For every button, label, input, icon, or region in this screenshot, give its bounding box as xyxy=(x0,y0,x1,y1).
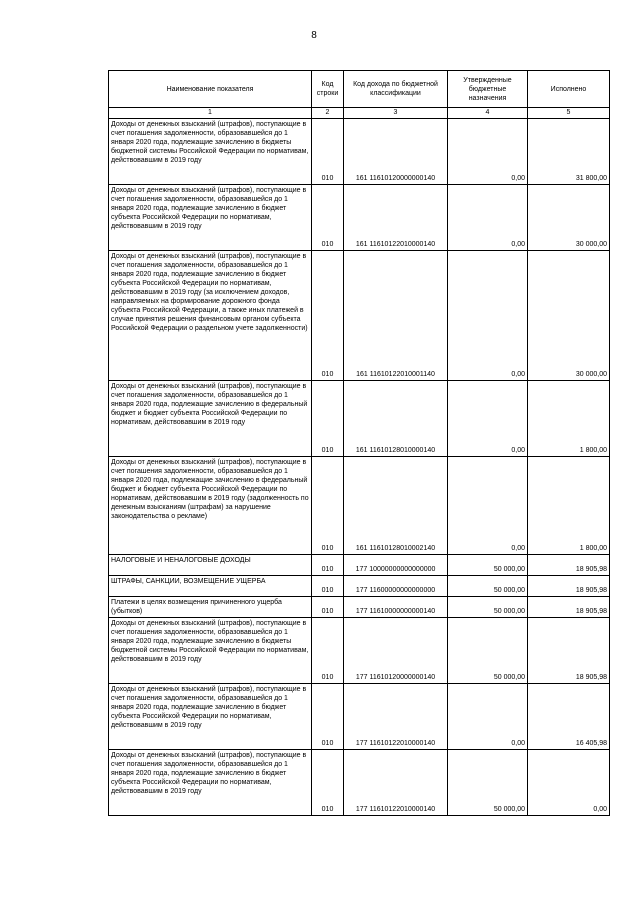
executed-value: 30 000,00 xyxy=(528,251,610,381)
table-row xyxy=(109,597,610,618)
executed-value: 16 405,98 xyxy=(528,684,610,750)
line-code: 010 xyxy=(312,576,344,597)
income-code: 177 10000000000000000 xyxy=(344,555,448,576)
income-code: 177 11600000000000000 xyxy=(344,576,448,597)
income-code: 177 11610122010000140 xyxy=(344,750,448,816)
table-row xyxy=(109,618,610,684)
header-approved: Утвержденные бюджетные назначения xyxy=(448,71,528,108)
column-number: 3 xyxy=(344,108,448,119)
line-code: 010 xyxy=(312,381,344,457)
approved-value: 50 000,00 xyxy=(448,576,528,597)
line-code: 010 xyxy=(312,251,344,381)
approved-value: 0,00 xyxy=(448,381,528,457)
approved-value: 0,00 xyxy=(448,185,528,251)
table-row xyxy=(109,185,610,251)
approved-value: 50 000,00 xyxy=(448,618,528,684)
indicator-name: Доходы от денежных взысканий (штрафов), поступающие в счет погашения задолженности, образовавшейся до 1 января 2020 года, подлежащие зачислению в федеральный бюджет и бюджет субъекта Российской Федерации по нормативам, действовавшим в 2019 году (задолженность по денежным взысканиям (штрафам) за нарушение законодательства о рекламе) xyxy=(109,457,312,555)
approved-value: 0,00 xyxy=(448,684,528,750)
column-number: 1 xyxy=(109,108,312,119)
column-number: 5 xyxy=(528,108,610,119)
indicator-name: Доходы от денежных взысканий (штрафов), поступающие в счет погашения задолженности, образовавшейся до 1 января 2020 года, подлежащие зачислению в бюджеты бюджетной системы Российской Федерации по нормативам, действовавшим в 2019 году xyxy=(109,119,312,185)
column-number: 2 xyxy=(312,108,344,119)
approved-value: 50 000,00 xyxy=(448,555,528,576)
header-executed: Исполнено xyxy=(528,71,610,108)
approved-value: 50 000,00 xyxy=(448,597,528,618)
executed-value: 18 905,98 xyxy=(528,597,610,618)
table-row xyxy=(109,251,610,381)
line-code: 010 xyxy=(312,185,344,251)
column-number-row xyxy=(109,108,610,119)
table-row xyxy=(109,750,610,816)
approved-value: 0,00 xyxy=(448,251,528,381)
income-code: 177 11610000000000140 xyxy=(344,597,448,618)
income-code: 177 11610120000000140 xyxy=(344,618,448,684)
line-code: 010 xyxy=(312,555,344,576)
indicator-name: Доходы от денежных взысканий (штрафов), поступающие в счет погашения задолженности, образовавшейся до 1 января 2020 года, подлежащие зачислению в бюджеты бюджетной системы Российской Федерации по нормативам, действовавшим в 2019 году xyxy=(109,618,312,684)
table-row xyxy=(109,457,610,555)
income-code: 177 11610122010000140 xyxy=(344,684,448,750)
header-indicator-name: Наименование показателя xyxy=(109,71,312,108)
executed-value: 18 905,98 xyxy=(528,618,610,684)
page-number: 8 xyxy=(311,30,317,41)
executed-value: 18 905,98 xyxy=(528,555,610,576)
executed-value: 1 800,00 xyxy=(528,381,610,457)
income-code: 161 11610122010000140 xyxy=(344,185,448,251)
line-code: 010 xyxy=(312,597,344,618)
income-code: 161 11610128010002140 xyxy=(344,457,448,555)
indicator-name: Доходы от денежных взысканий (штрафов), поступающие в счет погашения задолженности, образовавшейся до 1 января 2020 года, подлежащие зачислению в бюджет субъекта Российской Федерации по нормативам, действовавшим в 2019 году (за исключением доходов, направляемых на формирование дорожного фонда субъекта Российской Федерации, а также иных платежей в случае принятия решения финансовым органом субъекта Российской Федерации о раздельном учете задолженности) xyxy=(109,251,312,381)
executed-value: 18 905,98 xyxy=(528,576,610,597)
income-code: 161 11610122010001140 xyxy=(344,251,448,381)
table-row xyxy=(109,119,610,185)
executed-value: 0,00 xyxy=(528,750,610,816)
indicator-name: Доходы от денежных взысканий (штрафов), поступающие в счет погашения задолженности, образовавшейся до 1 января 2020 года, подлежащие зачислению в федеральный бюджет и бюджет субъекта Российской Федерации по нормативам, действовавшим в 2019 году xyxy=(109,381,312,457)
income-code: 161 11610128010000140 xyxy=(344,381,448,457)
header-row xyxy=(109,71,610,108)
line-code: 010 xyxy=(312,684,344,750)
line-code: 010 xyxy=(312,618,344,684)
line-code: 010 xyxy=(312,119,344,185)
executed-value: 1 800,00 xyxy=(528,457,610,555)
table-row xyxy=(109,576,610,597)
table-row xyxy=(109,555,610,576)
header-line-code: Код строки xyxy=(312,71,344,108)
income-code: 161 11610120000000140 xyxy=(344,119,448,185)
approved-value: 0,00 xyxy=(448,457,528,555)
line-code: 010 xyxy=(312,750,344,816)
indicator-name: Доходы от денежных взысканий (штрафов), поступающие в счет погашения задолженности, образовавшейся до 1 января 2020 года, подлежащие зачислению в бюджет субъекта Российской Федерации по нормативам, действовавшим в 2019 году xyxy=(109,185,312,251)
line-code: 010 xyxy=(312,457,344,555)
indicator-name: Платежи в целях возмещения причиненного ущерба (убытков) xyxy=(109,597,312,618)
indicator-name: НАЛОГОВЫЕ И НЕНАЛОГОВЫЕ ДОХОДЫ xyxy=(109,555,312,576)
indicator-name: Доходы от денежных взысканий (штрафов), поступающие в счет погашения задолженности, образовавшейся до 1 января 2020 года, подлежащие зачислению в бюджет субъекта Российской Федерации по нормативам, действовавшим в 2019 году xyxy=(109,750,312,816)
executed-value: 30 000,00 xyxy=(528,185,610,251)
column-number: 4 xyxy=(448,108,528,119)
executed-value: 31 800,00 xyxy=(528,119,610,185)
indicator-name: Доходы от денежных взысканий (штрафов), поступающие в счет погашения задолженности, образовавшейся до 1 января 2020 года, подлежащие зачислению в бюджет субъекта Российской Федерации по нормативам, действовавшим в 2019 году xyxy=(109,684,312,750)
table-row xyxy=(109,684,610,750)
table-row xyxy=(109,381,610,457)
indicator-name: ШТРАФЫ, САНКЦИИ, ВОЗМЕЩЕНИЕ УЩЕРБА xyxy=(109,576,312,597)
approved-value: 0,00 xyxy=(448,119,528,185)
header-income-code: Код дохода по бюджетной классификации xyxy=(344,71,448,108)
approved-value: 50 000,00 xyxy=(448,750,528,816)
budget-execution-table xyxy=(108,70,610,816)
